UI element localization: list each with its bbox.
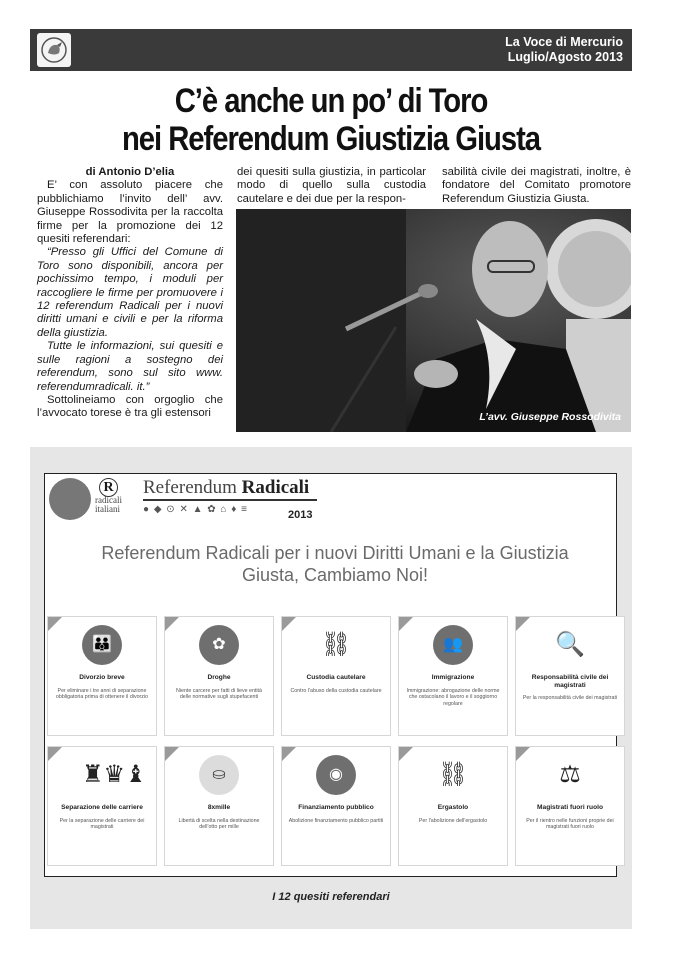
card-separazione[interactable] — [47, 746, 157, 866]
referendum-website-screenshot — [44, 473, 617, 877]
people-icon: 👪 — [82, 625, 122, 665]
topic-icons-strip: ● ◆ ⊙ ✕ ▲ ✿ ⌂ ♦ ≡ — [143, 504, 248, 515]
headline-line-1: C’è anche un po’ di Toro — [174, 82, 488, 120]
card-title: Custodia cautelare — [306, 674, 366, 681]
masthead-bar — [30, 29, 632, 71]
eye-icon: ◉ — [316, 755, 356, 795]
card-corner — [165, 617, 179, 631]
winged-head-icon — [40, 36, 68, 64]
card-corner — [282, 747, 296, 761]
article-column-2 — [237, 166, 426, 206]
card-title: Separazione delle carriere — [61, 804, 143, 811]
publication-info — [505, 35, 623, 65]
coins-icon: ⛀ — [199, 755, 239, 795]
byline: di Antonio D’elia — [85, 166, 175, 178]
card-ergastolo[interactable] — [398, 746, 508, 866]
card-description: Niente carcere per fatti di lieve entità delle normative sugli stupefacenti — [176, 688, 262, 701]
card-description: Libertà di scelta nella destinazione dell'otto per mille — [178, 818, 260, 831]
card-corner — [516, 747, 530, 761]
card-corner — [282, 617, 296, 631]
card-corner — [516, 617, 530, 631]
panel-caption: I 12 quesiti referendari — [272, 891, 390, 903]
referendum-banner: Referendum Radicali per i nuovi Diritti Umani e la Giustizia Giusta, Cambiamo Noi! — [101, 543, 569, 585]
article-headline — [72, 82, 590, 158]
headline-line-2: nei Referendum Giustizia Giusta — [121, 120, 541, 158]
chess-icon: ♜♛♝ — [82, 761, 147, 788]
seal-logo — [49, 478, 91, 520]
referendum-year: 2013 — [288, 509, 313, 521]
card-description: Per il rientro nelle funzioni proprie dei magistrati fuori ruolo — [526, 818, 614, 831]
card-description: Contro l'abuso della custodia cautelare — [290, 688, 382, 694]
card-title: Divorzio breve — [79, 674, 125, 681]
judge-bench-icon: ⚖ — [559, 761, 581, 788]
card-corner — [48, 747, 62, 761]
referendum-title: Referendum Radicali — [143, 477, 310, 498]
photo-caption: L’avv. Giuseppe Rossodivita — [479, 411, 621, 423]
handcuffs-icon: ⛓ — [320, 631, 352, 658]
card-droghe[interactable] — [164, 616, 274, 736]
card-title: 8xmille — [207, 804, 231, 811]
publication-name: La Voce di Mercurio — [505, 35, 623, 49]
card-title: Finanziamento pubblico — [298, 804, 374, 811]
card-magistrati-fuori-ruolo[interactable] — [515, 746, 625, 866]
title-rule — [143, 499, 317, 501]
card-description: Per eliminare i tre anni di separazione obbligatoria prima di ottenere il divorzio — [55, 688, 149, 701]
card-title: Responsabilità civile dei magistrati — [531, 674, 609, 689]
article-paragraph-1: E’ con assoluto piacere che pubblichiamo l’invito dell’ avv. Giuseppe Rossodivita per la raccolta firme per la promozione dei 12 quesiti referendari: — [37, 179, 223, 246]
radicali-r-icon: R — [99, 478, 118, 497]
article-paragraph-col3: sabilità civile dei magistrati, inoltre, è fondatore del Comitato promotore Referendum Giustizia Giusta. — [442, 166, 631, 205]
magnifier-person-icon: 🔍 — [555, 631, 585, 658]
card-finanziamento[interactable] — [281, 746, 391, 866]
article-paragraph-4: Sottolineiamo con orgoglio che l’avvocato torese è tra gli estensori — [37, 393, 223, 420]
card-description: Abolizione finanziamento pubblico partiti — [288, 818, 384, 824]
card-corner — [165, 747, 179, 761]
card-description: Immigrazione: abrogazione delle norme che ostacolano il lavoro e il soggiorno regolare — [406, 688, 500, 707]
card-corner — [399, 617, 413, 631]
radicali-logo — [95, 478, 135, 520]
radicali-logo-text: radicali italiani — [95, 495, 122, 514]
card-responsabilita[interactable] — [515, 616, 625, 736]
card-immigrazione[interactable] — [398, 616, 508, 736]
prisoner-icon: ⛓ — [437, 761, 469, 788]
card-title: Immigrazione — [431, 674, 475, 681]
speaker-photo — [236, 209, 631, 432]
referendum-panel — [30, 447, 632, 929]
card-description: Per l'abolizione dell'ergastolo — [418, 818, 488, 824]
card-title: Droghe — [207, 674, 231, 681]
speaker-illustration — [236, 209, 631, 432]
leaf-icon: ✿ — [199, 625, 239, 665]
article-paragraph-col2: dei quesiti sulla giustizia, in particolar modo di quello sulla custodia cautelare e dei due per la respon- — [237, 166, 426, 205]
card-title: Ergastolo — [437, 804, 469, 811]
issue-date: Luglio/Agosto 2013 — [507, 50, 623, 64]
card-description: Per la separazione delle carriere dei magistrati — [59, 818, 145, 831]
card-divorzio[interactable] — [47, 616, 157, 736]
card-title: Magistrati fuori ruolo — [537, 804, 603, 811]
migrants-icon: 👥 — [433, 625, 473, 665]
card-custodia[interactable] — [281, 616, 391, 736]
card-corner — [48, 617, 62, 631]
article-column-1 — [37, 166, 223, 421]
article-quote-1: “Presso gli Uffici del Comune di Toro sono disponibili, ancora per pochissimo tempo, i moduli per raccogliere le firme per promuovere i 12 referendum Radicali per i nuovi diritti umani e civili e per la riforma della giustizia. — [37, 246, 223, 339]
card-description: Per la responsabilità civile dei magistrati — [522, 695, 618, 701]
article-quote-2: Tutte le informazioni, sui quesiti e sulle ragioni a sostegno dei referendum, sono sul sito www. referendumradicali. it.” — [37, 340, 223, 393]
publication-logo — [37, 33, 71, 67]
card-8xmille[interactable] — [164, 746, 274, 866]
article-column-3 — [442, 166, 631, 206]
card-corner — [399, 747, 413, 761]
